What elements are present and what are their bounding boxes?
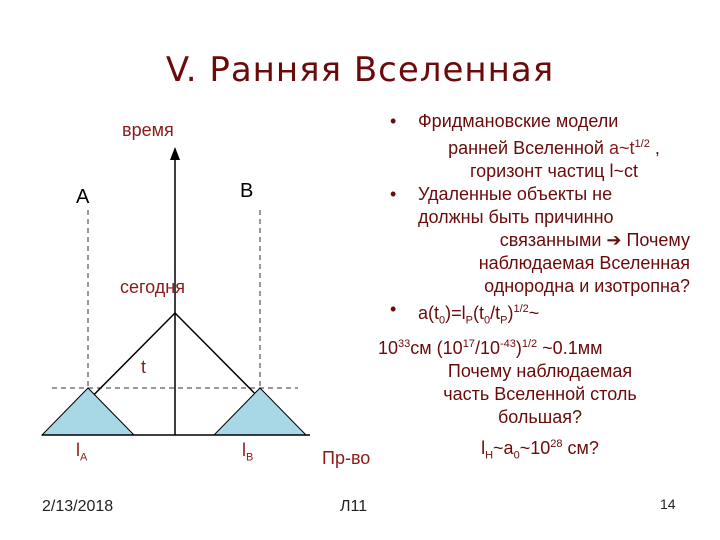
- time-axis-arrow-icon: [170, 147, 180, 160]
- question-line-1: Почему наблюдаемая: [447, 360, 633, 381]
- bullet-scale-factor: • $a(t_0)=l_P(t_0/t_P)^{1/2}\sim$: [390, 299, 540, 327]
- footer-lecture: Л11: [340, 498, 368, 515]
- point-a-label: A: [76, 186, 90, 208]
- bullet-causality: • Удаленные объекты не должны быть причинно связанными ➔ Почему наблюдаемая Вселенная однородна и изотропна?: [390, 184, 690, 296]
- hubble-formula: $l_H\sim a_0\sim 10^{28}$ см?: [481, 437, 599, 462]
- horizon-triangle-a: [42, 388, 134, 435]
- space-axis-label: Пр-во: [322, 448, 371, 468]
- horizon-b-label: $l_B$: [242, 440, 254, 464]
- footer-date: 2/13/2018: [42, 498, 114, 515]
- slide-title: V. Ранняя Вселенная: [165, 50, 555, 90]
- point-b-label: B: [240, 180, 254, 202]
- bullet-list: [378, 110, 690, 467]
- question-line-3: большая?: [497, 406, 582, 427]
- horizon-a-label: $l_A$: [76, 440, 88, 464]
- time-axis-label: время: [122, 120, 174, 140]
- page-number: 14: [660, 496, 676, 512]
- t-label: t: [141, 357, 147, 377]
- arrow-right-icon: ➔: [606, 230, 622, 250]
- question-line-2: часть Вселенной столь: [443, 383, 637, 404]
- horizon-triangle-b: [214, 388, 306, 435]
- today-label: сегодня: [120, 277, 185, 297]
- bullet-friedmann: • Фридмановские модели ранней Вселенной $a\sim t^{1/2}$ , горизонт частиц l~ct: [390, 111, 660, 181]
- formula-line: $10^{33}см$ $(10^{17}/10^{-43})^{1/2}$ ~0.1мм: [378, 337, 603, 358]
